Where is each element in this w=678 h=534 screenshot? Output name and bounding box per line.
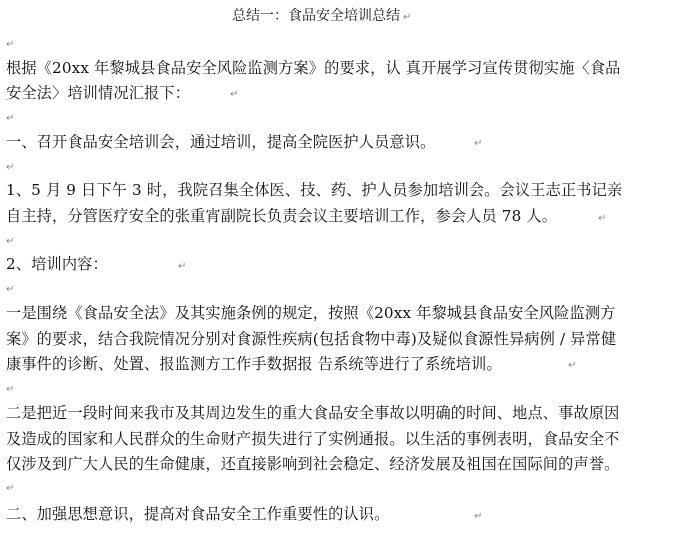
paragraph-5-line-2: 仅涉及到广大人民的生命健康，还直接影响到社会稳定、经济发展及祖国在国际间的声誉。: [6, 455, 620, 473]
paragraph-3-line-0: 2、培训内容：: [6, 255, 108, 273]
paragraph-mark-icon: ↵: [6, 384, 15, 395]
paragraph-mark-icon: ↵: [6, 284, 15, 295]
paragraph-mark-icon: ↵: [474, 511, 483, 522]
paragraph-mark-icon: ↵: [6, 39, 15, 50]
paragraph-mark-icon: ↵: [568, 360, 577, 371]
paragraph-mark-icon: ↵: [6, 113, 15, 124]
paragraph-4-line-0: 一是围绕《食品安全法》及其实施条例的规定，按照《20xx 年黎城县食品安全风险监测方: [6, 304, 616, 322]
paragraph-mark-icon: ↵: [178, 261, 187, 272]
document-title: [232, 7, 411, 25]
paragraph-mark-icon: ↵: [6, 483, 15, 494]
paragraph-mark-icon: ↵: [403, 12, 412, 23]
paragraph-6-line-0: 二、加强思想意识，提高对食品安全工作重要性的认识。: [6, 505, 390, 523]
paragraph-mark-icon: ↵: [230, 89, 239, 100]
paragraph-5-line-1: 及造成的国家和人民群众的生命财产损失进行了实例通报。以生活的事例表明，食品安全不: [6, 430, 620, 448]
paragraph-4-line-2: 康事件的诊断、处置、报监测方工作手数据报 告系统等进行了系统培训。: [6, 355, 502, 373]
paragraph-4-line-1: 案》的要求，结合我院情况分别对食源性疾病(包括食物中毒)及疑似食源性异病例 / 异常健: [6, 330, 617, 348]
paragraph-mark-icon: ↵: [598, 213, 607, 224]
paragraph-mark-icon: ↵: [474, 138, 483, 149]
paragraph-0-line-0: 根据《20xx 年黎城县食品安全风险监测方案》的要求，认 真开展学习宣传贯彻实施〈食品: [6, 59, 621, 77]
paragraph-2-line-0: 1、5 月 9 日下午 3 时，我院召集全体医、技、药、护人员参加培训会。会议王志正书记亲: [6, 181, 623, 199]
document-title-text: 总结一：食品安全培训总结: [232, 8, 400, 24]
paragraph-mark-icon: ↵: [6, 236, 15, 247]
paragraph-mark-icon: ↵: [6, 162, 15, 173]
paragraph-1-line-0: 一、召开食品安全培训会，通过培训，提高全院医护人员意识。: [6, 133, 436, 151]
paragraph-2-line-1: 自主持，分管医疗安全的张重宵副院长负责会议主要培训工作，参会人员 78 人。: [6, 207, 558, 225]
paragraph-0-line-1: 安全法〉培训情况汇报下：: [6, 84, 191, 102]
paragraph-5-line-0: 二是把近一段时间来我市及其周边发生的重大食品安全事故以明确的时间、地点、事故原因: [6, 404, 620, 422]
